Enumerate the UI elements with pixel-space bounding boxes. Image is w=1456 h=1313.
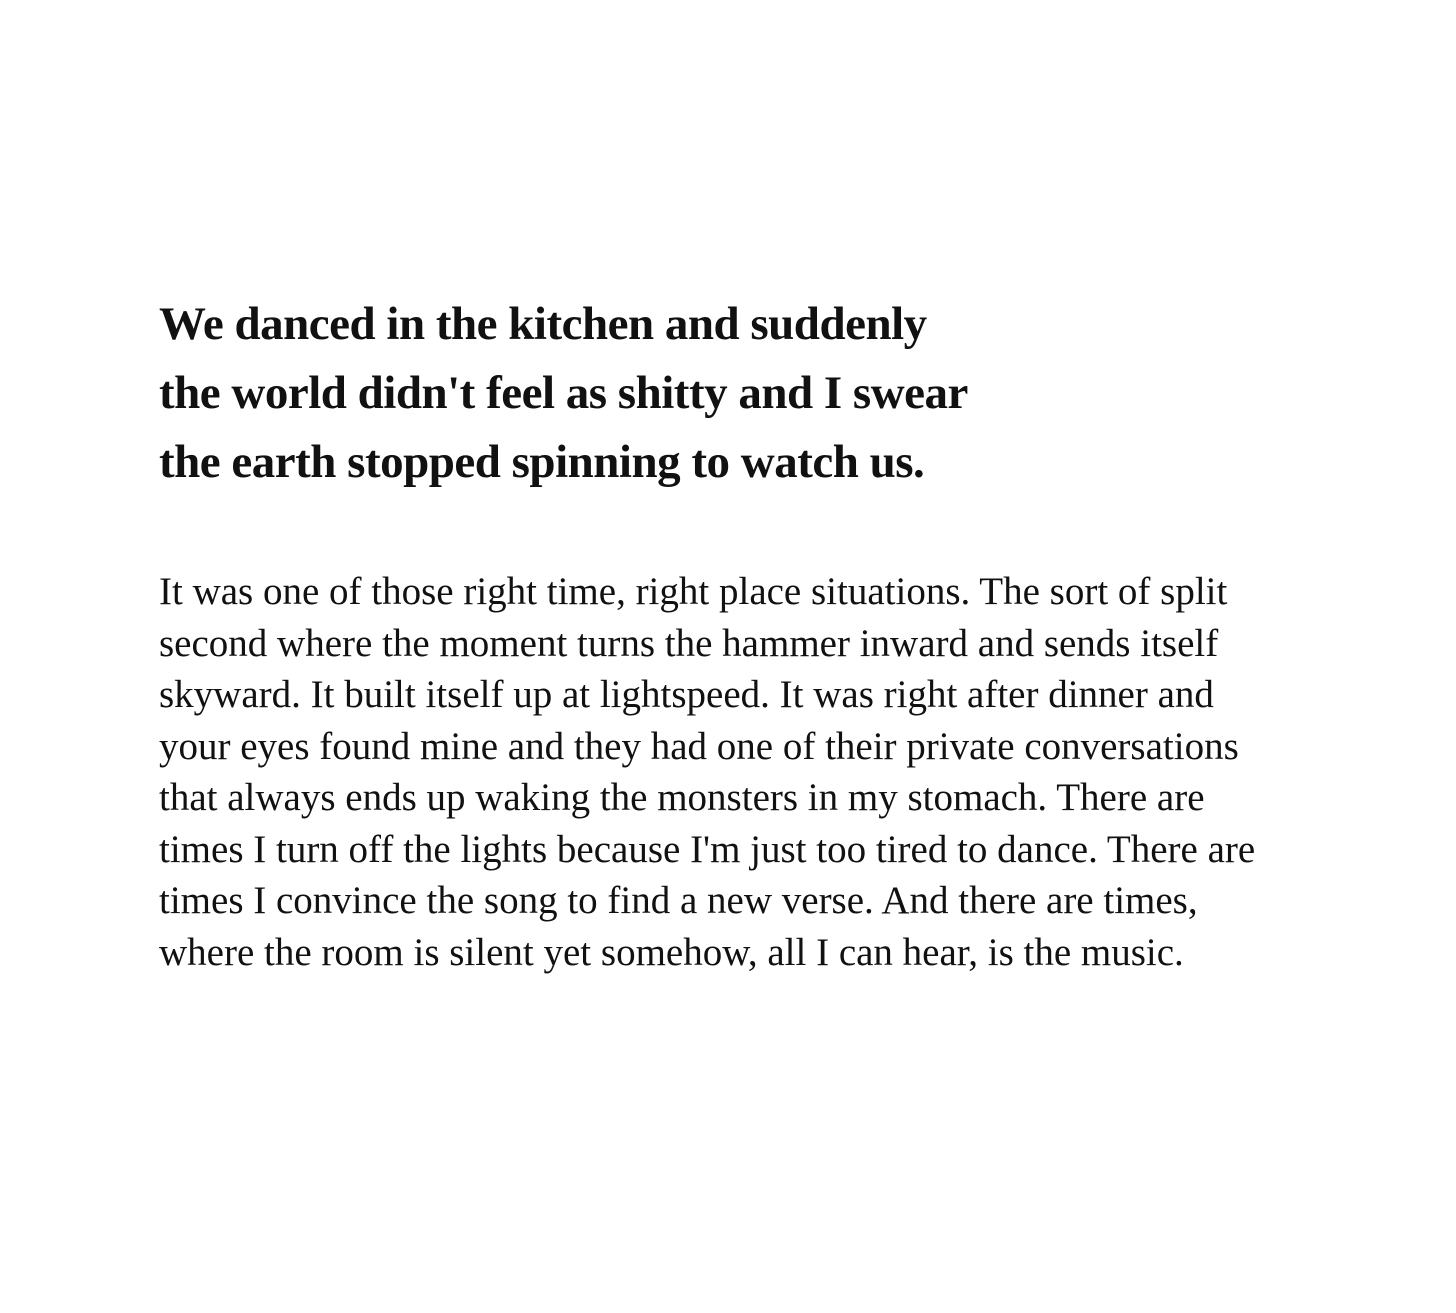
body-line: times I turn off the lights because I'm just too tired to dance. There are xyxy=(159,827,1256,871)
headline-line: We danced in the kitchen and suddenly xyxy=(159,298,927,350)
headline xyxy=(159,290,968,497)
body-line: times I convince the song to find a new verse. And there are times, xyxy=(159,879,1198,922)
body-line: skyward. It built itself up at lightspeed. It was right after dinner and xyxy=(159,673,1214,716)
body-line: that always ends up waking the monsters in my stomach. There are xyxy=(159,776,1205,819)
body-line: second where the moment turns the hammer inward and sends itself xyxy=(159,621,1219,665)
headline-line: the world didn't feel as shitty and I swear xyxy=(159,367,968,419)
body-line: where the room is silent yet somehow, all I can hear, is the music. xyxy=(159,930,1184,974)
body-line: your eyes found mine and they had one of their private conversations xyxy=(159,724,1239,768)
body-line: It was one of those right time, right place situations. The sort of split xyxy=(159,570,1228,613)
headline-line: the earth stopped spinning to watch us. xyxy=(159,436,925,488)
body-paragraph xyxy=(159,566,1255,978)
